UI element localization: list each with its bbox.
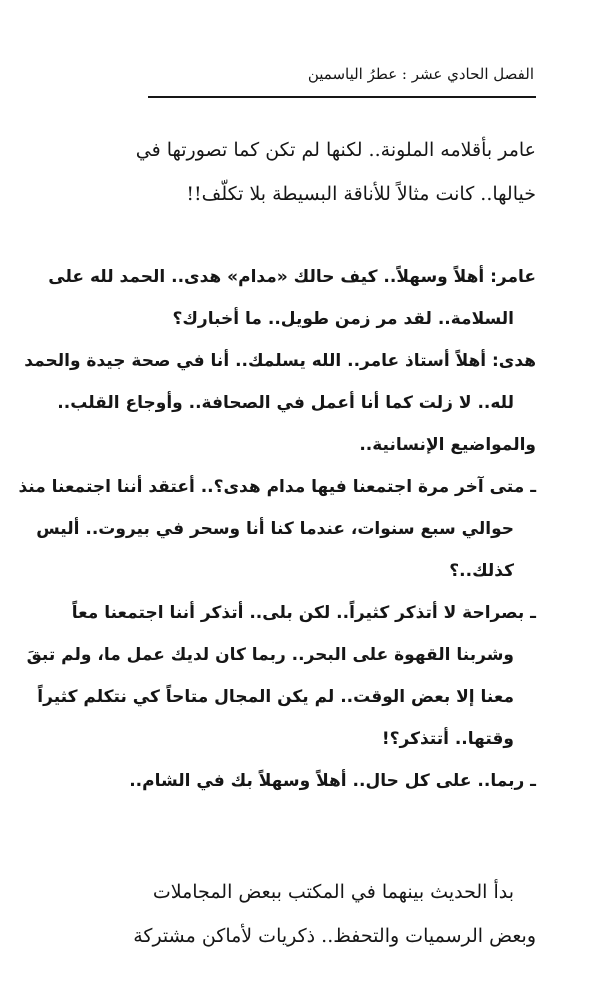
dialogue-line-dash: ـ متى آخر مرة اجتمعنا فيها مدام هدى؟.. أعتقد أننا اجتمعنا منذ — [18, 477, 536, 497]
dialogue-line-continuation: حوالي سبع سنوات، عندما كنا أنا وسحر في بيروت.. أليس — [36, 519, 514, 539]
dialogue-line-dash: ـ بصراحة لا أتذكر كثيراً.. لكن بلى.. أتذكر أننا اجتمعنا معاً — [71, 603, 536, 623]
dialogue-line-continuation: والمواضيع الإنسانية.. — [359, 435, 536, 455]
dialogue-line-amer: عامر: أهلاً وسهلاً.. كيف حالك «مدام» هدى.. الحمد لله على — [48, 267, 536, 287]
dialogue-line-continuation: وشربنا القهوة على البحر.. ربما كان لديك عمل ما، ولم تبقَ — [26, 645, 514, 665]
dialogue-line-continuation: وقتها.. أتتذكر؟! — [381, 729, 514, 749]
header-rule — [148, 96, 536, 98]
running-header: الفصل الحادي عشر : عطرُ الياسمين — [307, 65, 534, 83]
text-line: بدأ الحديث بينهما في المكتب ببعض المجاملات — [152, 881, 514, 903]
text-line: خيالها.. كانت مثالاً للأناقة البسيطة بلا تكلّف!! — [186, 183, 536, 205]
dialogue-line-continuation: لله.. لا زلت كما أنا أعمل في الصحافة.. وأوجاع القلب.. — [57, 393, 514, 413]
dialogue-line-continuation: كذلك..؟ — [449, 561, 514, 581]
dialogue-line-dash: ـ ربما.. على كل حال.. أهلاً وسهلاً بك في الشام.. — [129, 771, 536, 791]
narrative-paragraph-1 — [62, 128, 536, 216]
dialogue-line-continuation: السلامة.. لقد مر زمن طويل.. ما أخبارك؟ — [172, 309, 514, 329]
narrative-paragraph-2 — [62, 870, 536, 958]
dialogue-line-huda: هدى: أهلاً أستاذ عامر.. الله يسلمك.. أنا في صحة جيدة والحمد — [24, 351, 536, 371]
text-line: وبعض الرسميات والتحفظ.. ذكريات لأماكن مشتركة — [133, 925, 536, 947]
dialogue-line-continuation: معنا إلا بعض الوقت.. لم يكن المجال متاحاً كي نتكلم كثيراً — [37, 687, 514, 707]
dialogue-section — [18, 256, 536, 802]
text-line: عامر بأقلامه الملونة.. لكنها لم تكن كما تصورتها في — [135, 139, 536, 161]
